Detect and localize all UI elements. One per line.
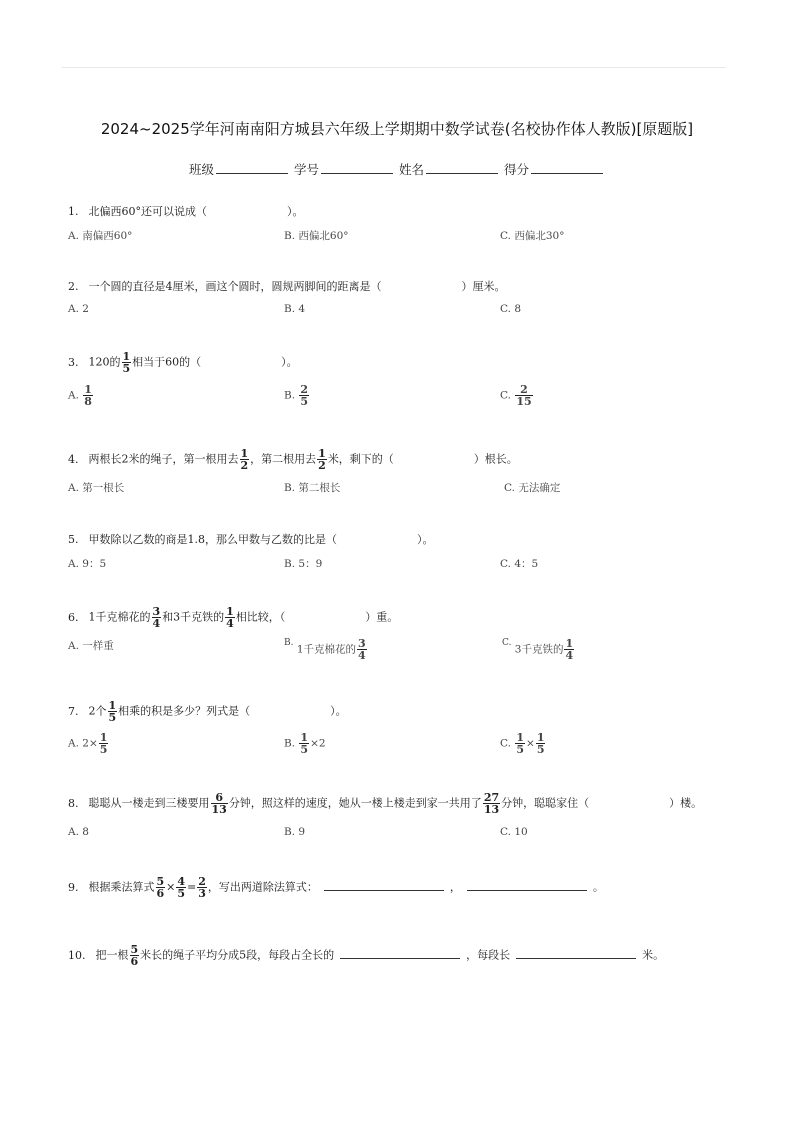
fraction: $\frac{6}{13}$ [211,791,227,816]
option-a[interactable]: A. 8 [68,826,89,838]
name-label: 姓名 [398,162,424,177]
fraction: $\frac{1}{5}$ [108,699,117,724]
page-title: 2024~2025学年河南南阳方城县六年级上学期期中数学试卷(名校协作体人教版)[原题版] [100,120,694,138]
fraction: $\frac{3}{4}$ [152,605,161,630]
option-c[interactable]: C. 西偏北30° [500,230,565,242]
option-c[interactable]: C. 8 [500,303,522,315]
option-a[interactable]: A. 第一根长 [68,482,125,494]
class-label: 班级 [188,162,214,177]
answer-blank-1[interactable] [340,948,460,959]
option-a[interactable]: A. 南偏西60° [68,230,133,242]
option-a[interactable]: A. 2× $\frac{1}{5}$ [68,731,108,756]
fraction: $\frac{27}{13}$ [483,791,500,816]
fraction: $\frac{4}{5}$ [177,875,186,900]
question-9: 9. 根据乘法算式 $\frac{5}{6}$ × $\frac{4}{5}$ = $\frac{2}{3}$ ，写出两道除法算式： ， 。 [68,875,604,900]
option-a[interactable]: A. $\frac{1}{8}$ [68,383,92,408]
option-c[interactable]: C. 3千克铁的 $\frac{1}{4}$ [502,637,574,662]
id-field[interactable] [321,161,393,174]
fraction: $\frac{5}{6}$ [130,943,139,968]
question-7: 7. 2个 $\frac{1}{5}$ 相乘的积是多少？列式是（ ）。 [68,699,347,724]
question-6: 6. 1千克棉花的 $\frac{3}{4}$ 和3千克铁的 $\frac{1}{4}$ 相比较，（ ）重。 [68,605,399,630]
class-field[interactable] [216,161,288,174]
option-a[interactable]: A. 9：5 [68,558,107,570]
option-c[interactable]: C. $\frac{2}{15}$ [500,383,532,408]
fraction: $\frac{1}{4}$ [226,605,234,630]
option-b[interactable]: B. 1千克棉花的 $\frac{3}{4}$ [284,637,366,662]
option-a[interactable]: A. 2 [68,303,89,315]
option-c[interactable]: C. 10 [500,826,528,838]
answer-blank-1[interactable] [324,880,444,891]
question-10: 10. 把一根 $\frac{5}{6}$ 米长的绳子平均分成5段，每段占全长的 ，每段长 米。 [68,943,665,968]
question-1: 1. 北偏西60°还可以说成（ ）。 [68,205,304,218]
score-field[interactable] [531,161,603,174]
option-b[interactable]: B. $\frac{1}{5}$ ×2 [284,731,326,756]
fraction: $\frac{2}{3}$ [198,875,206,900]
question-8: 8. 聪聪从一楼走到三楼要用 $\frac{6}{13}$ 分钟，照这样的速度，她从一楼上楼走到家一共用了 $\frac{27}{13}$ 分钟，聪聪家住（ ）楼。 [68,791,703,816]
option-c[interactable]: C. 无法确定 [504,482,561,494]
fraction: $\frac{1}{2}$ [318,447,326,472]
option-b[interactable]: B. 西偏北60° [284,230,349,242]
option-c[interactable]: C. 4：5 [500,558,539,570]
id-label: 学号 [293,162,319,177]
student-info [0,160,794,178]
name-field[interactable] [426,161,498,174]
header-rule [62,67,726,68]
answer-blank-2[interactable] [516,948,636,959]
option-b[interactable]: B. 9 [284,826,306,838]
fraction: $\frac{1}{5}$ [122,350,131,375]
question-5: 5. 甲数除以乙数的商是1.8，那么甲数与乙数的比是（ ）。 [68,533,434,546]
fraction: $\frac{1}{2}$ [240,447,249,472]
score-label: 得分 [503,162,529,177]
answer-blank-2[interactable] [467,880,587,891]
option-b[interactable]: B. $\frac{2}{5}$ [284,383,309,408]
question-3: 3. 120的 $\frac{1}{5}$ 相当于60的（ ）。 [68,350,298,375]
option-c[interactable]: C. $\frac{1}{5}$ × $\frac{1}{5}$ [500,731,545,756]
question-2: 2. 一个圆的直径是4厘米，画这个圆时，圆规两脚间的距离是（ ）厘米。 [68,280,506,293]
fraction: $\frac{5}{6}$ [156,875,165,900]
option-b[interactable]: B. 5：9 [284,558,323,570]
option-a[interactable]: A. 一样重 [68,640,114,652]
option-b[interactable]: B. 4 [284,303,306,315]
question-4: 4. 两根长2米的绳子，第一根用去 $\frac{1}{2}$ ，第二根用去 $\frac{1}{2}$ 米，剩下的（ ）根长。 [68,447,518,472]
option-b[interactable]: B. 第二根长 [284,482,341,494]
